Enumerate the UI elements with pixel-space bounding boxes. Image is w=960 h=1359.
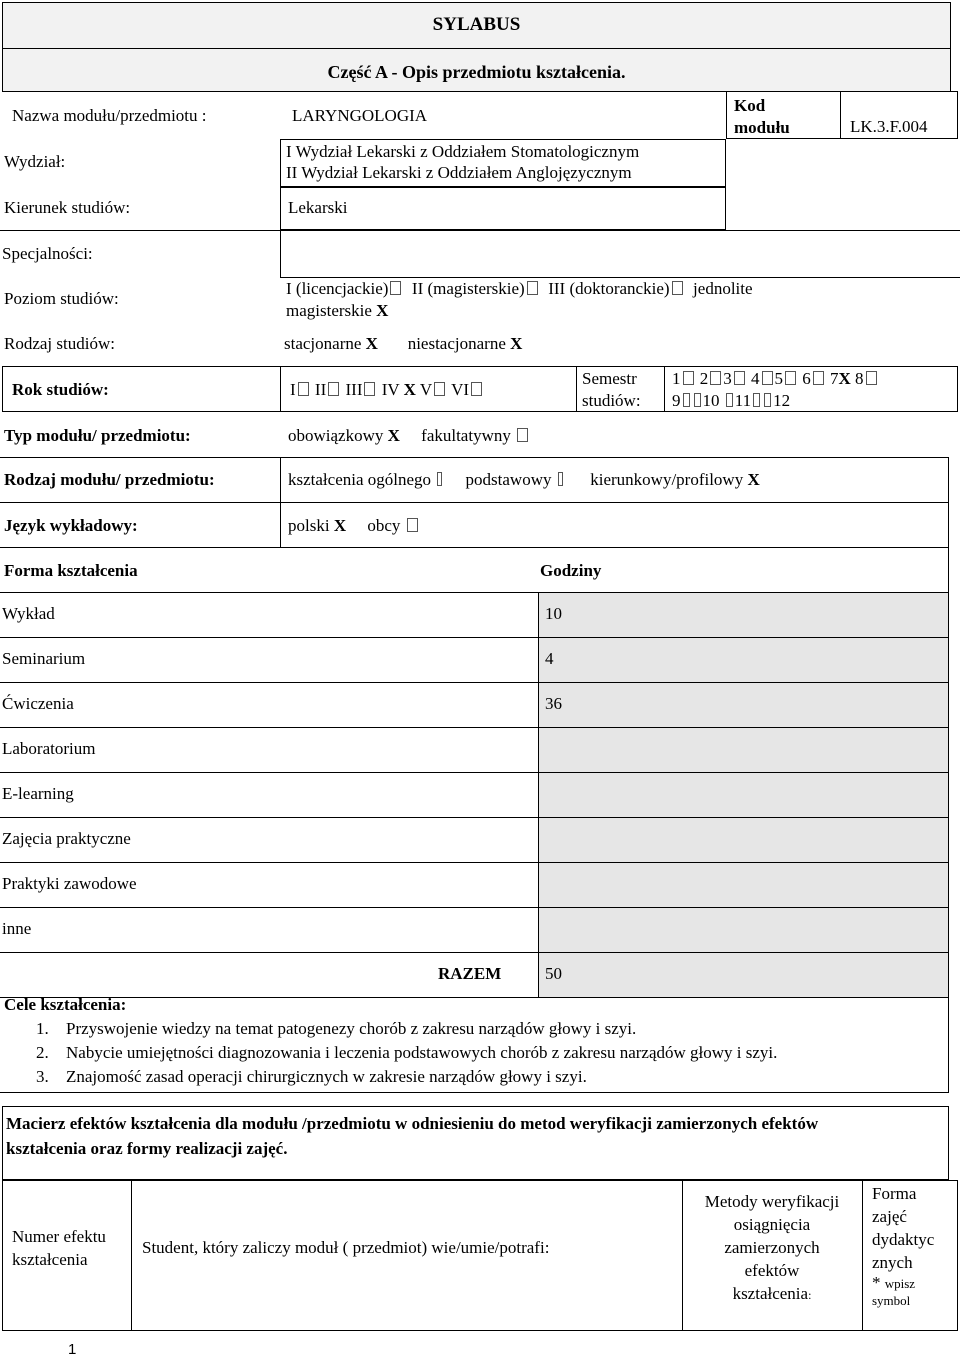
- module-code-label: Kod modułu: [734, 96, 790, 137]
- form-row-label: Laboratorium: [2, 739, 96, 758]
- form-row-label: E-learning: [2, 784, 74, 803]
- level-options: I (licencjackie) II (magisterskie) III (doktoranckie) jednolite magisterskie X: [286, 279, 753, 320]
- total-label: RAZEM: [438, 964, 502, 983]
- module-kind-options: kształcenia ogólnego podstawowy kierunkowy/profilowy X: [288, 470, 760, 489]
- field-value: Lekarski: [288, 198, 348, 217]
- form-row-hours: 36: [545, 694, 562, 713]
- goal-text: Znajomość zasad operacji chirurgicznych w zakresie narządów głowy i szyi.: [66, 1067, 587, 1086]
- year-label: Rok studiów:: [12, 380, 109, 399]
- checkbox-icon: [390, 281, 401, 295]
- faculty-label: Wydział:: [4, 152, 66, 171]
- matrix-col-form: Forma zajęć dydaktyc znych * wpisz symbol: [872, 1184, 935, 1308]
- checkbox-icon: [527, 281, 538, 295]
- hours-cell-shade: [539, 728, 948, 772]
- study-type-label: Rodzaj studiów:: [4, 334, 115, 353]
- form-row-label: Praktyki zawodowe: [2, 874, 137, 893]
- faculty-line1: I Wydział Lekarski z Oddziałem Stomatologicznym: [286, 142, 640, 161]
- module-code-value: LK.3.F.004: [850, 117, 928, 136]
- forms-header-label: Forma kształcenia: [4, 561, 138, 580]
- goal-number: 1.: [36, 1019, 49, 1038]
- hours-cell-shade: [539, 638, 948, 682]
- language-options: polski X obcy: [288, 516, 420, 536]
- hours-cell-shade: [539, 818, 948, 862]
- checkbox-icon: [672, 281, 683, 295]
- study-type-options: stacjonarne X niestacjonarne X: [284, 334, 523, 353]
- page-number: 1: [68, 1341, 77, 1358]
- form-row-label: Seminarium: [2, 649, 86, 668]
- form-row-label: Ćwiczenia: [2, 694, 74, 713]
- module-type-options: obowiązkowy X fakultatywny: [288, 426, 530, 446]
- matrix-title: Macierz efektów kształcenia dla modułu /przedmiotu w odniesieniu do metod weryfikacji zamierzonych efektów kształcenia oraz formy realizacji zajęć.: [6, 1114, 819, 1158]
- page-subtitle: Część A - Opis przedmiotu kształcenia.: [327, 62, 626, 82]
- year-options: I II III IV X V VI: [290, 380, 484, 400]
- form-row-label: Wykład: [2, 604, 55, 623]
- hours-cell-shade: [539, 683, 948, 727]
- matrix-col-student: Student, który zaliczy moduł ( przedmiot) wie/umie/potrafi:: [142, 1238, 550, 1257]
- module-kind-label: Rodzaj modułu/ przedmiotu:: [4, 470, 215, 489]
- hours-cell-shade: [539, 593, 948, 637]
- form-row-label: Zajęcia praktyczne: [2, 829, 131, 848]
- module-name-value: LARYNGOLOGIA: [292, 106, 428, 125]
- hours-cell-shade: [539, 908, 948, 952]
- hours-cell-shade: [539, 863, 948, 907]
- semester-label: Semestr studiów:: [582, 369, 641, 410]
- goal-text: Nabycie umiejętności diagnozowania i leczenia podstawowych chorób z zakresu narządów głowy i szyi.: [66, 1043, 778, 1062]
- goal-text: Przyswojenie wiedzy na temat patogenezy chorób z zakresu narządów głowy i szyi.: [66, 1019, 637, 1038]
- semester-options: 1 2 3 4 5 6 7X 8 9 10 11 12: [672, 368, 879, 412]
- matrix-col-methods: Metody weryfikacji osiągnięcia zamierzonych efektów kształcenia:: [704, 1192, 840, 1303]
- module-type-label: Typ modułu/ przedmiotu:: [4, 426, 191, 445]
- module-name-label: Nazwa modułu/przedmiotu :: [12, 106, 207, 125]
- forms-header-hours: Godziny: [540, 561, 602, 580]
- total-value: 50: [545, 964, 562, 983]
- hours-cell-shade: [539, 773, 948, 817]
- specialties-label: Specjalności:: [2, 244, 93, 263]
- form-row-hours: 10: [545, 604, 562, 623]
- page-title: SYLABUS: [432, 14, 521, 35]
- faculty-line2: II Wydział Lekarski z Oddziałem Anglojęzycznym: [286, 163, 632, 182]
- goal-number: 2.: [36, 1043, 49, 1062]
- form-row-label: inne: [2, 919, 32, 938]
- matrix-col-number: Numer efektu kształcenia: [12, 1227, 106, 1269]
- goals-title: Cele kształcenia:: [4, 995, 127, 1014]
- level-label: Poziom studiów:: [4, 289, 119, 308]
- goal-number: 3.: [36, 1067, 49, 1086]
- language-label: Język wykładowy:: [4, 516, 138, 535]
- field-label: Kierunek studiów:: [4, 198, 131, 217]
- form-row-hours: 4: [545, 649, 554, 668]
